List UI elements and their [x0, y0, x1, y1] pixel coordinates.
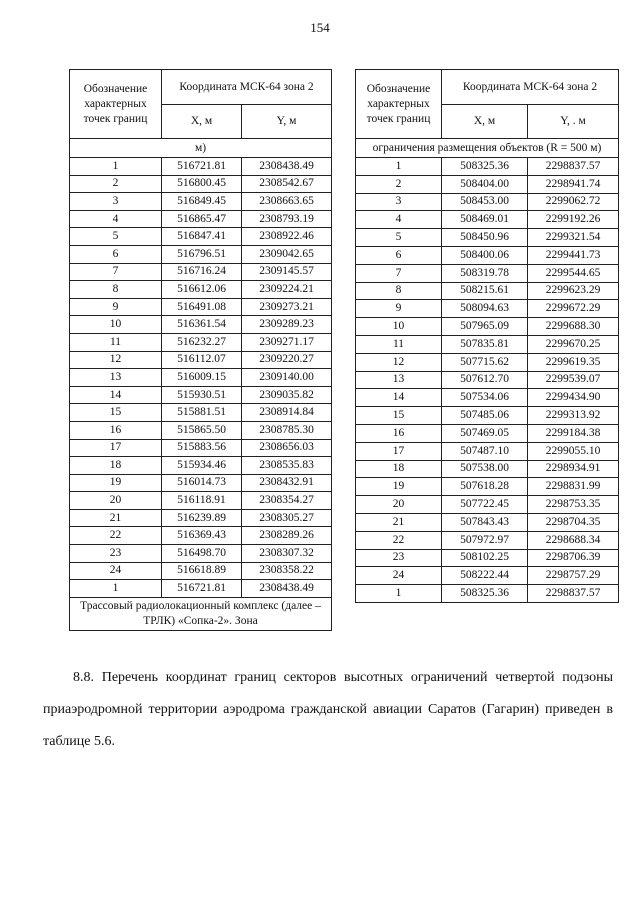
header-point-label: Обозначение характерных точек границ [70, 70, 162, 139]
y-coordinate: 2308289.26 [242, 527, 332, 545]
page-number: 154 [310, 20, 330, 35]
x-coordinate: 516369.43 [162, 527, 242, 545]
x-coordinate: 516618.89 [162, 562, 242, 580]
y-coordinate: 2308535.83 [242, 457, 332, 475]
x-coordinate: 507538.00 [442, 460, 528, 478]
y-coordinate: 2308307.32 [242, 545, 332, 563]
point-number: 22 [70, 527, 162, 545]
y-coordinate: 2299192.26 [528, 211, 619, 229]
y-coordinate: 2298753.35 [528, 496, 619, 514]
y-coordinate: 2309273.21 [242, 298, 332, 316]
y-coordinate: 2299321.54 [528, 229, 619, 247]
left-table-body [70, 139, 332, 598]
x-coordinate: 516009.15 [162, 369, 242, 387]
y-coordinate: 2309140.00 [242, 369, 332, 387]
table-row [356, 229, 619, 247]
table-row [356, 478, 619, 496]
table-row [70, 175, 332, 193]
y-coordinate: 2299441.73 [528, 246, 619, 264]
point-number: 24 [356, 567, 442, 585]
table-row [70, 545, 332, 563]
table-row [356, 175, 619, 193]
y-coordinate: 2309220.27 [242, 351, 332, 369]
table-row [356, 460, 619, 478]
y-coordinate: 2298941.74 [528, 175, 619, 193]
point-number: 18 [70, 457, 162, 475]
zone-caption: Трассовый радиолокационный комплекс (далее – ТРЛК) «Сопка-2». Зона [70, 597, 332, 630]
table-row [70, 421, 332, 439]
point-number: 6 [70, 245, 162, 263]
point-number: 2 [70, 175, 162, 193]
x-coordinate: 508215.61 [442, 282, 528, 300]
x-coordinate: 508453.00 [442, 193, 528, 211]
point-number: 15 [356, 407, 442, 425]
point-number: 1 [356, 585, 442, 603]
table-row [70, 439, 332, 457]
y-coordinate: 2299619.35 [528, 353, 619, 371]
table-row [356, 389, 619, 407]
table-row [70, 580, 332, 598]
x-coordinate: 516112.07 [162, 351, 242, 369]
y-coordinate: 2299539.07 [528, 371, 619, 389]
table-row [356, 531, 619, 549]
x-coordinate: 508469.01 [442, 211, 528, 229]
point-number: 20 [70, 492, 162, 510]
y-coordinate: 2308438.49 [242, 580, 332, 598]
table-row [70, 404, 332, 422]
y-coordinate: 2309289.23 [242, 316, 332, 334]
header-y: Y, . м [528, 105, 619, 139]
table-row [70, 263, 332, 281]
header-x: X, м [442, 105, 528, 139]
point-number: 11 [356, 335, 442, 353]
point-number: 21 [70, 509, 162, 527]
y-coordinate: 2309271.17 [242, 333, 332, 351]
table-row [70, 210, 332, 228]
y-coordinate: 2299670.25 [528, 335, 619, 353]
y-coordinate: 2298837.57 [528, 158, 619, 176]
table-row [70, 193, 332, 211]
y-coordinate: 2309042.65 [242, 245, 332, 263]
y-coordinate: 2309035.82 [242, 386, 332, 404]
point-number: 1 [356, 158, 442, 176]
table-row [356, 513, 619, 531]
y-coordinate: 2309145.57 [242, 263, 332, 281]
x-coordinate: 516849.45 [162, 193, 242, 211]
table-row [70, 158, 332, 176]
x-coordinate: 508400.06 [442, 246, 528, 264]
x-coordinate: 507612.70 [442, 371, 528, 389]
point-number: 13 [356, 371, 442, 389]
table-row [356, 567, 619, 585]
table-row [70, 386, 332, 404]
y-coordinate: 2309224.21 [242, 281, 332, 299]
table-row [70, 281, 332, 299]
y-coordinate: 2298706.39 [528, 549, 619, 567]
y-coordinate: 2298757.29 [528, 567, 619, 585]
table-row [70, 509, 332, 527]
point-number: 10 [70, 316, 162, 334]
header-y: Y, м [242, 105, 332, 139]
point-number: 8 [70, 281, 162, 299]
point-number: 22 [356, 531, 442, 549]
table-row [70, 369, 332, 387]
y-coordinate: 2299055.10 [528, 442, 619, 460]
y-coordinate: 2308656.03 [242, 439, 332, 457]
point-number: 15 [70, 404, 162, 422]
right-coordinates-table [355, 69, 619, 603]
point-number: 19 [70, 474, 162, 492]
table-row [70, 527, 332, 545]
x-coordinate: 516118.91 [162, 492, 242, 510]
table-row [70, 245, 332, 263]
point-number: 5 [70, 228, 162, 246]
point-number: 7 [356, 264, 442, 282]
point-number: 10 [356, 318, 442, 336]
x-coordinate: 508325.36 [442, 585, 528, 603]
x-coordinate: 516796.51 [162, 245, 242, 263]
y-coordinate: 2299313.92 [528, 407, 619, 425]
y-coordinate: 2308922.46 [242, 228, 332, 246]
x-coordinate: 508094.63 [442, 300, 528, 318]
table-row [356, 300, 619, 318]
point-number: 11 [70, 333, 162, 351]
point-number: 13 [70, 369, 162, 387]
table-row [356, 335, 619, 353]
x-coordinate: 515934.46 [162, 457, 242, 475]
point-number: 5 [356, 229, 442, 247]
table-row [356, 549, 619, 567]
x-coordinate: 507715.62 [442, 353, 528, 371]
y-coordinate: 2299544.65 [528, 264, 619, 282]
y-coordinate: 2299623.29 [528, 282, 619, 300]
table-row [70, 457, 332, 475]
x-coordinate: 507843.43 [442, 513, 528, 531]
y-coordinate: 2308305.27 [242, 509, 332, 527]
point-number: 16 [356, 424, 442, 442]
point-number: 19 [356, 478, 442, 496]
table-row [70, 492, 332, 510]
table-row [356, 424, 619, 442]
table-row [356, 158, 619, 176]
y-coordinate: 2298688.34 [528, 531, 619, 549]
y-coordinate: 2308663.65 [242, 193, 332, 211]
point-number: 18 [356, 460, 442, 478]
point-number: 17 [70, 439, 162, 457]
y-coordinate: 2299434.90 [528, 389, 619, 407]
table-row [70, 333, 332, 351]
x-coordinate: 516847.41 [162, 228, 242, 246]
table-row [356, 353, 619, 371]
table-row [356, 246, 619, 264]
point-number: 16 [70, 421, 162, 439]
y-coordinate: 2308914.84 [242, 404, 332, 422]
y-coordinate: 2308354.27 [242, 492, 332, 510]
x-coordinate: 516716.24 [162, 263, 242, 281]
x-coordinate: 516612.06 [162, 281, 242, 299]
table-row [356, 193, 619, 211]
point-number: 20 [356, 496, 442, 514]
point-number: 9 [356, 300, 442, 318]
y-coordinate: 2299688.30 [528, 318, 619, 336]
point-number: 1 [70, 158, 162, 176]
y-coordinate: 2298934.91 [528, 460, 619, 478]
table-row [70, 351, 332, 369]
x-coordinate: 508222.44 [442, 567, 528, 585]
x-coordinate: 515865.50 [162, 421, 242, 439]
x-coordinate: 515881.51 [162, 404, 242, 422]
x-coordinate: 508319.78 [442, 264, 528, 282]
point-number: 23 [356, 549, 442, 567]
zone-note: м) [70, 139, 332, 158]
point-number: 3 [70, 193, 162, 211]
header-coordinate: Координата МСК-64 зона 2 [162, 70, 332, 105]
point-number: 14 [356, 389, 442, 407]
y-coordinate: 2308542.67 [242, 175, 332, 193]
body-paragraph: 8.8. Перечень координат границ секторов высотных ограничений четвертой подзоны приаэродромной территории аэродрома гражданской авиации Саратов (Гагарин) приведен в таблице 5.6. [43, 670, 613, 749]
x-coordinate: 507485.06 [442, 407, 528, 425]
x-coordinate: 507618.28 [442, 478, 528, 496]
table-row [356, 318, 619, 336]
y-coordinate: 2298837.57 [528, 585, 619, 603]
x-coordinate: 507835.81 [442, 335, 528, 353]
point-number: 12 [356, 353, 442, 371]
x-coordinate: 516721.81 [162, 580, 242, 598]
y-coordinate: 2299062.72 [528, 193, 619, 211]
table-row [356, 264, 619, 282]
x-coordinate: 516232.27 [162, 333, 242, 351]
point-number: 23 [70, 545, 162, 563]
table-row [70, 316, 332, 334]
table-row [70, 474, 332, 492]
point-number: 4 [356, 211, 442, 229]
y-coordinate: 2298831.99 [528, 478, 619, 496]
table-row [356, 442, 619, 460]
point-number: 17 [356, 442, 442, 460]
header-x: X, м [162, 105, 242, 139]
x-coordinate: 516721.81 [162, 158, 242, 176]
y-coordinate: 2308358.22 [242, 562, 332, 580]
x-coordinate: 516361.54 [162, 316, 242, 334]
point-number: 3 [356, 193, 442, 211]
table-row [70, 298, 332, 316]
x-coordinate: 507972.97 [442, 531, 528, 549]
table-row [356, 282, 619, 300]
point-number: 24 [70, 562, 162, 580]
x-coordinate: 508325.36 [442, 158, 528, 176]
x-coordinate: 516498.70 [162, 545, 242, 563]
right-table-body [356, 139, 619, 603]
header-coordinate: Координата МСК-64 зона 2 [442, 70, 619, 105]
x-coordinate: 507469.05 [442, 424, 528, 442]
x-coordinate: 508404.00 [442, 175, 528, 193]
table-row [70, 228, 332, 246]
x-coordinate: 515883.56 [162, 439, 242, 457]
x-coordinate: 507965.09 [442, 318, 528, 336]
table-row [356, 585, 619, 603]
x-coordinate: 516865.47 [162, 210, 242, 228]
y-coordinate: 2308438.49 [242, 158, 332, 176]
point-number: 4 [70, 210, 162, 228]
point-number: 7 [70, 263, 162, 281]
table-row [356, 407, 619, 425]
y-coordinate: 2308432.91 [242, 474, 332, 492]
point-number: 6 [356, 246, 442, 264]
x-coordinate: 507487.10 [442, 442, 528, 460]
point-number: 1 [70, 580, 162, 598]
x-coordinate: 507722.45 [442, 496, 528, 514]
table-row [356, 211, 619, 229]
x-coordinate: 516800.45 [162, 175, 242, 193]
point-number: 2 [356, 175, 442, 193]
point-number: 9 [70, 298, 162, 316]
y-coordinate: 2308785.30 [242, 421, 332, 439]
zone-note: ограничения размещения объектов (R = 500 м) [356, 139, 619, 158]
x-coordinate: 508102.25 [442, 549, 528, 567]
point-number: 14 [70, 386, 162, 404]
x-coordinate: 515930.51 [162, 386, 242, 404]
left-coordinates-table [69, 69, 332, 631]
x-coordinate: 516014.73 [162, 474, 242, 492]
point-number: 21 [356, 513, 442, 531]
x-coordinate: 508450.96 [442, 229, 528, 247]
header-point-label: Обозначение характерных точек границ [356, 70, 442, 139]
x-coordinate: 516239.89 [162, 509, 242, 527]
x-coordinate: 516491.08 [162, 298, 242, 316]
table-row [70, 562, 332, 580]
x-coordinate: 507534.06 [442, 389, 528, 407]
y-coordinate: 2299184.38 [528, 424, 619, 442]
table-row [356, 496, 619, 514]
y-coordinate: 2298704.35 [528, 513, 619, 531]
y-coordinate: 2299672.29 [528, 300, 619, 318]
point-number: 8 [356, 282, 442, 300]
y-coordinate: 2308793.19 [242, 210, 332, 228]
table-row [356, 371, 619, 389]
point-number: 12 [70, 351, 162, 369]
